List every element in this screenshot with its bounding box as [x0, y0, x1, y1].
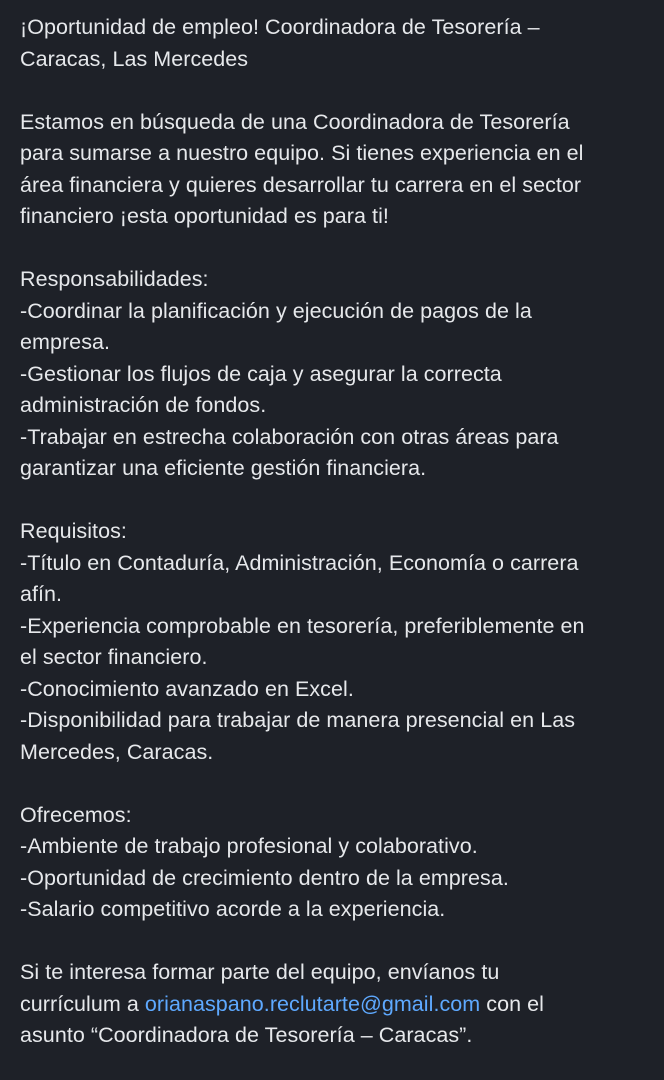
requirement-line-5: -Conocimiento avanzado en Excel. [20, 676, 354, 701]
closing-line-2-prefix: currículum a [20, 991, 145, 1016]
requirement-line-3: -Experiencia comprobable en tesorería, preferiblemente en [20, 613, 585, 638]
closing-line-2-suffix: con el [480, 991, 544, 1016]
responsibility-line-4: administración de fondos. [20, 393, 267, 417]
requirement-line-7: Mercedes, Caracas. [20, 739, 214, 764]
requirement-line-1: -Título en Contaduría, Administración, Economía o carrera [20, 550, 579, 575]
requirements-heading: Requisitos: [20, 519, 127, 543]
paragraph-gap [20, 485, 644, 517]
intro-line-1: Estamos en búsqueda de una Coordinadora de Tesorería [20, 109, 570, 134]
responsibility-line-2: empresa. [20, 330, 111, 354]
offer-line-3: -Salario competitivo acorde a la experiencia. [20, 897, 446, 921]
offer-heading: Ofrecemos: [20, 802, 132, 827]
intro-line-4: financiero ¡esta oportunidad es para ti! [20, 204, 389, 228]
post-title-line-1: ¡Oportunidad de empleo! Coordinadora de Tesorería – [20, 15, 540, 39]
offer-line-2: -Oportunidad de crecimiento dentro de la empresa. [20, 865, 509, 890]
paragraph-gap [20, 75, 644, 107]
requirement-line-6: -Disponibilidad para trabajar de manera presencial en Las [20, 708, 576, 732]
closing-line-2 [20, 989, 644, 1021]
responsibility-line-1: -Coordinar la planificación y ejecución de pagos de la [20, 298, 532, 323]
closing-line-1: Si te interesa formar parte del equipo, envíanos tu [20, 960, 500, 984]
paragraph-gap [20, 926, 644, 958]
responsibilities-heading: Responsabilidades: [20, 267, 209, 291]
closing-line-3: asunto “Coordinadora de Tesorería – Caracas”. [20, 1023, 473, 1047]
paragraph-gap [20, 768, 644, 800]
paragraph-gap [20, 233, 644, 265]
responsibility-line-6: garantizar una eficiente gestión financiera. [20, 456, 427, 480]
post-title-line-2: Caracas, Las Mercedes [20, 46, 249, 71]
responsibility-line-3: -Gestionar los flujos de caja y asegurar la correcta [20, 361, 502, 386]
offer-line-1: -Ambiente de trabajo profesional y colaborativo. [20, 834, 478, 858]
requirement-line-4: el sector financiero. [20, 645, 208, 669]
requirement-line-2: afín. [20, 582, 63, 606]
responsibility-line-5: -Trabajar en estrecha colaboración con otras áreas para [20, 424, 559, 449]
intro-line-3: área financiera y quieres desarrollar tu carrera en el sector [20, 172, 582, 197]
intro-line-2: para sumarse a nuestro equipo. Si tienes experiencia en el [20, 141, 584, 165]
email-link[interactable]: orianaspano.reclutarte@gmail.com [144, 991, 481, 1016]
